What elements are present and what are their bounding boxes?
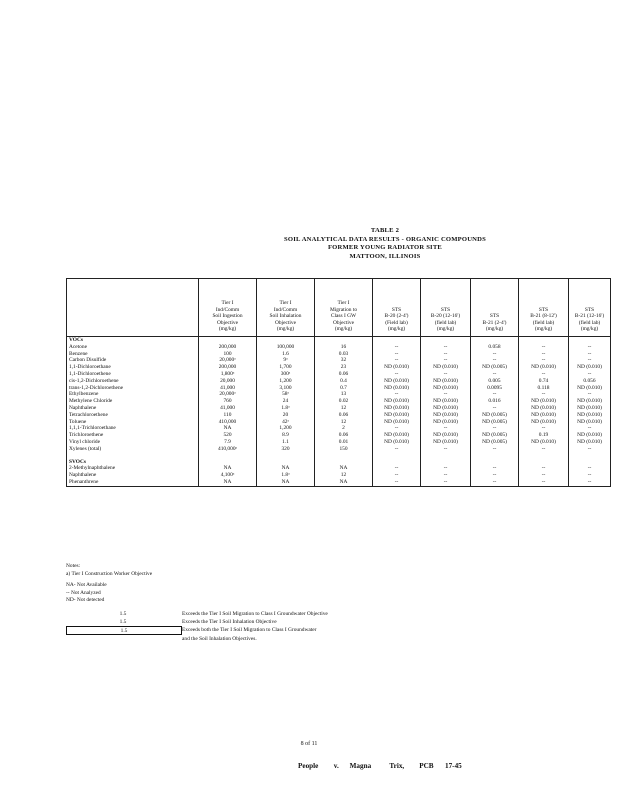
table-cell <box>257 337 315 344</box>
section-row <box>67 337 611 344</box>
table-cell: 20,000 <box>199 378 257 385</box>
column-header-line: Objective <box>275 319 296 326</box>
column-header <box>199 279 257 337</box>
table-row <box>67 465 611 472</box>
table-cell <box>373 459 421 466</box>
table-row <box>67 446 611 453</box>
column-header-line: (Field lab) <box>385 319 408 326</box>
table-cell: -- <box>421 357 471 364</box>
column-header-line: Tier I <box>279 300 292 307</box>
table-cell: ND (0.005) <box>471 439 519 446</box>
table-cell: ND (0.010) <box>519 405 569 412</box>
table-cell: 320 <box>257 446 315 453</box>
table-number: TABLE 2 <box>370 227 400 234</box>
column-header-line: B-20 (2-4') <box>384 313 409 320</box>
table-cell: 24 <box>257 398 315 405</box>
table-row <box>67 351 611 358</box>
footer-word: People <box>298 762 319 770</box>
column-header-line: Soil Ingestion <box>212 313 243 320</box>
column-header-line: STS <box>391 306 402 313</box>
table-cell: 410,000 <box>199 419 257 426</box>
table-cell: NA <box>199 425 257 432</box>
table-cell: -- <box>569 465 611 472</box>
table-cell: -- <box>373 344 421 351</box>
row-label: Toluene <box>67 419 199 426</box>
column-header-line: Tier I <box>221 300 234 307</box>
table-cell: -- <box>569 351 611 358</box>
table-cell: 4,100ᵃ <box>199 472 257 479</box>
table-cell: ND (0.010) <box>519 412 569 419</box>
table-cell <box>421 337 471 344</box>
table-cell: 150 <box>315 446 373 453</box>
column-header-line: Ind/Comm <box>273 306 298 313</box>
table-cell: -- <box>471 446 519 453</box>
column-header-line: B-20 (12-16') <box>430 313 461 320</box>
table-cell: -- <box>471 357 519 364</box>
table-cell: -- <box>519 465 569 472</box>
table-cell: -- <box>569 357 611 364</box>
table-cell: 32 <box>315 357 373 364</box>
column-header-line: Ind/Comm <box>215 306 240 313</box>
table-cell: ND (0.010) <box>373 405 421 412</box>
column-header-line: (field lab) <box>578 319 601 326</box>
table-cell: -- <box>421 351 471 358</box>
table-cell: 1.6 <box>257 351 315 358</box>
table-cell: -- <box>421 425 471 432</box>
table-cell: ND (0.010) <box>569 405 611 412</box>
table-cell: 1.1 <box>257 439 315 446</box>
notes-block <box>66 563 152 605</box>
table-row <box>67 432 611 439</box>
row-label: 1,1-Dichloroethene <box>67 371 199 378</box>
table-row <box>67 439 611 446</box>
table-cell <box>199 459 257 466</box>
column-header-line: (mg/kg) <box>276 326 295 333</box>
column-header-line: B-21 (2-4') <box>482 319 507 326</box>
table-cell: -- <box>421 479 471 486</box>
table-cell <box>373 337 421 344</box>
row-label: 1,1-Dichloroethane <box>67 364 199 371</box>
table-cell: -- <box>569 479 611 486</box>
site-location: MATTOON, ILLINOIS <box>349 252 421 260</box>
table-title-block <box>160 227 610 261</box>
table-cell: 1,200 <box>257 378 315 385</box>
table-cell: -- <box>569 446 611 453</box>
table-cell: 110 <box>199 412 257 419</box>
table-cell: NA <box>257 465 315 472</box>
footer-word: 17-45 <box>444 762 462 770</box>
table-cell: -- <box>421 465 471 472</box>
column-header-line: STS <box>584 306 595 313</box>
table-cell: 100 <box>199 351 257 358</box>
table-cell <box>569 459 611 466</box>
table-cell: -- <box>373 357 421 364</box>
table-row <box>67 479 611 486</box>
table-cell: -- <box>373 472 421 479</box>
column-header-line: (mg/kg) <box>485 326 504 333</box>
column-header-line: STS <box>538 306 549 313</box>
column-header-line: (mg/kg) <box>580 326 599 333</box>
column-header-line: (mg/kg) <box>387 326 406 333</box>
table-cell <box>199 337 257 344</box>
table-cell: ND (0.010) <box>421 439 471 446</box>
table-cell: -- <box>471 405 519 412</box>
table-cell: NA <box>257 479 315 486</box>
table-cell: -- <box>471 371 519 378</box>
table-cell: ND (0.010) <box>373 412 421 419</box>
table-cell: -- <box>569 371 611 378</box>
table-cell: ND (0.010) <box>421 385 471 392</box>
table-cell: 1,200 <box>257 425 315 432</box>
table-cell: -- <box>421 391 471 398</box>
table-cell: -- <box>519 371 569 378</box>
table-cell: -- <box>421 371 471 378</box>
table-cell <box>471 337 519 344</box>
row-label: Methylene Chloride <box>67 398 199 405</box>
table-cell: 0.01 <box>315 439 373 446</box>
legend-sample: 1.5 <box>119 619 127 626</box>
table-cell: -- <box>421 472 471 479</box>
row-label: Carbon Disulfide <box>67 357 199 364</box>
table-cell: 300ᵃ <box>257 371 315 378</box>
note-not-analyzed: -- Not Analyzed <box>66 589 101 596</box>
table-cell: 0.4 <box>315 378 373 385</box>
legend-description: Exceeds both the Tier I Soil Migration to Class I Groundwater <box>182 627 317 634</box>
note-construction-worker: a) Tier I Construction Worker Objective <box>66 570 153 577</box>
table-cell: 1,800ᵃ <box>199 371 257 378</box>
table-cell: ND (0.010) <box>569 419 611 426</box>
row-label: cis-1,2-Dichloroethene <box>67 378 199 385</box>
table-cell: 0.058 <box>471 344 519 351</box>
legend-description: Exceeds the Tier I Soil Migration to Class I Groundwater Objective <box>182 611 328 617</box>
table-cell: -- <box>471 391 519 398</box>
table-cell: 0.02 <box>315 398 373 405</box>
legend-item <box>66 610 526 618</box>
table-cell: 12 <box>315 472 373 479</box>
table-row <box>67 344 611 351</box>
column-header-line: Tier I <box>337 300 350 307</box>
table-cell: 0.03 <box>315 351 373 358</box>
notes-heading: Notes: <box>66 563 81 569</box>
column-header-line: STS <box>489 313 500 320</box>
table-cell: -- <box>569 391 611 398</box>
table-cell: ND (0.010) <box>519 439 569 446</box>
table-cell: 41,000 <box>199 405 257 412</box>
table-row <box>67 391 611 398</box>
table-body <box>67 337 611 487</box>
table-cell: -- <box>471 472 519 479</box>
table-row <box>67 412 611 419</box>
table-cell: ND (0.010) <box>519 398 569 405</box>
table-cell: 0.056 <box>569 378 611 385</box>
section-row <box>67 459 611 466</box>
legend-sample: 1.5 <box>119 611 127 617</box>
table-cell: ND (0.010) <box>421 378 471 385</box>
table-cell: -- <box>569 425 611 432</box>
table-cell: 1.8ᵃ <box>257 405 315 412</box>
legend-sample: 1.5 <box>66 626 182 635</box>
table-cell: 58ᵃ <box>257 391 315 398</box>
column-header-line: (field lab) <box>434 319 457 326</box>
legend-item <box>66 626 526 642</box>
table-cell: ND (0.010) <box>373 398 421 405</box>
footer-word: v. <box>333 762 339 770</box>
table-cell: ND (0.010) <box>569 385 611 392</box>
table-cell <box>519 337 569 344</box>
table-cell: -- <box>519 351 569 358</box>
table-cell: 12 <box>315 405 373 412</box>
table-cell: 12 <box>315 419 373 426</box>
legend-item <box>66 618 526 626</box>
table-cell: 1.8ᵃ <box>257 472 315 479</box>
column-header <box>373 279 421 337</box>
table-cell: -- <box>519 357 569 364</box>
site-name: FORMER YOUNG RADIATOR SITE <box>327 244 443 252</box>
table-cell: 0.7 <box>315 385 373 392</box>
table-row <box>67 425 611 432</box>
table-cell: NA <box>315 479 373 486</box>
table-cell: ND (0.010) <box>421 432 471 439</box>
table-cell: -- <box>373 371 421 378</box>
page-number: 8 of 11 <box>300 741 318 747</box>
table-cell: 8.9 <box>257 432 315 439</box>
table-cell: 200,000 <box>199 344 257 351</box>
table-cell: ND (0.010) <box>373 378 421 385</box>
table-cell: ND (0.005) <box>471 432 519 439</box>
table-cell: ND (0.010) <box>421 419 471 426</box>
legend-description-continued: and the Soil Inhalation Objectives. <box>182 635 257 642</box>
table-cell: 0.74 <box>519 378 569 385</box>
table-cell: 1,700 <box>257 364 315 371</box>
table-cell: NA <box>315 465 373 472</box>
column-header-line: B-21 (8-12') <box>530 313 557 320</box>
table-cell: 0.016 <box>471 398 519 405</box>
table-cell: ND (0.010) <box>569 398 611 405</box>
table-row <box>67 371 611 378</box>
table-cell: -- <box>373 446 421 453</box>
column-header-line: (mg/kg) <box>218 326 237 333</box>
column-header <box>519 279 569 337</box>
table-cell: -- <box>421 446 471 453</box>
table-cell: -- <box>373 351 421 358</box>
table-cell: ND (0.010) <box>373 364 421 371</box>
table-cell: 0.0095 <box>471 385 519 392</box>
column-header-line: (field lab) <box>532 319 555 326</box>
column-header <box>257 279 315 337</box>
table-cell: ND (0.010) <box>569 439 611 446</box>
table-cell: 410,000ᵃ <box>199 446 257 453</box>
row-label: 1,1,1-Trichloroethane <box>67 425 199 432</box>
column-header <box>569 279 611 337</box>
table-cell: 3,100 <box>257 385 315 392</box>
column-header <box>315 279 373 337</box>
table-cell: 41,000 <box>199 385 257 392</box>
column-header <box>471 279 519 337</box>
column-header <box>421 279 471 337</box>
table-cell: NA <box>199 479 257 486</box>
soil-results-table <box>66 278 611 487</box>
table-row <box>67 378 611 385</box>
footer-word: PCB <box>419 762 434 770</box>
table-cell: -- <box>519 425 569 432</box>
table-cell: -- <box>519 446 569 453</box>
table-cell <box>519 459 569 466</box>
table-cell: ND (0.010) <box>421 398 471 405</box>
table-cell: 2 <box>315 425 373 432</box>
note-not-detected: ND- Not detected <box>66 597 105 604</box>
table-cell: ND (0.010) <box>421 364 471 371</box>
table-title: SOIL ANALYTICAL DATA RESULTS - ORGANIC COMPOUNDS <box>284 235 486 243</box>
table-cell: -- <box>471 465 519 472</box>
table-cell: ND (0.010) <box>373 432 421 439</box>
table-cell <box>471 459 519 466</box>
column-header-line: Objective <box>217 319 238 326</box>
table-cell: -- <box>519 344 569 351</box>
table-cell: -- <box>373 425 421 432</box>
table-cell: -- <box>519 479 569 486</box>
table-cell: ND (0.005) <box>471 364 519 371</box>
exceedance-legend <box>66 610 526 642</box>
table-cell: 23 <box>315 364 373 371</box>
row-label: Phenanthrene <box>67 479 199 486</box>
table-cell: -- <box>373 391 421 398</box>
table-cell: 20 <box>257 412 315 419</box>
table-cell: 9ᵃ <box>257 357 315 364</box>
column-header-line: (mg/kg) <box>534 326 553 333</box>
row-label: VOCs <box>67 337 199 344</box>
table-cell <box>421 459 471 466</box>
row-label: Naphthalene <box>67 405 199 412</box>
table-row <box>67 419 611 426</box>
column-header-line: B-21 (12-16') <box>574 313 605 320</box>
table-cell: ND (0.010) <box>569 432 611 439</box>
note-not-available: NA- Not Available <box>66 582 107 589</box>
table-row <box>67 398 611 405</box>
row-label: Xylenes (total) <box>67 446 199 453</box>
table-cell: -- <box>569 472 611 479</box>
table-cell: 0.118 <box>519 385 569 392</box>
row-label: Vinyl chloride <box>67 439 199 446</box>
case-footer <box>298 762 462 770</box>
table-row <box>67 385 611 392</box>
table-cell: 7.9 <box>199 439 257 446</box>
table-cell: 760 <box>199 398 257 405</box>
column-header-line: Objective <box>333 319 354 326</box>
table-cell: ND (0.010) <box>519 364 569 371</box>
table-cell <box>315 337 373 344</box>
table-cell: -- <box>421 344 471 351</box>
row-label: 2-Methylnaphthalene <box>67 465 199 472</box>
table-row <box>67 472 611 479</box>
row-label: Ethylbenzene <box>67 391 199 398</box>
table-cell: -- <box>471 351 519 358</box>
table-cell: 0.06 <box>315 432 373 439</box>
table-cell: -- <box>373 465 421 472</box>
table-cell: 0.06 <box>315 412 373 419</box>
legend-description: Exceeds the Tier I Soil Inhalation Objective <box>182 619 277 626</box>
table-cell <box>257 459 315 466</box>
row-label: SVOCs <box>67 459 199 466</box>
table-cell: ND (0.010) <box>373 419 421 426</box>
table-cell: ND (0.010) <box>569 364 611 371</box>
table-cell <box>569 337 611 344</box>
table-cell: 0.19 <box>519 432 569 439</box>
column-header-line: Soil Inhalation <box>269 313 302 320</box>
table-cell <box>315 459 373 466</box>
table-cell: -- <box>569 344 611 351</box>
table-cell: ND (0.005) <box>471 419 519 426</box>
row-label: Benzene <box>67 351 199 358</box>
column-header-line: Migration to <box>329 306 358 313</box>
table-cell: -- <box>373 479 421 486</box>
table-cell: 42ᵃ <box>257 419 315 426</box>
column-header-line: Class I GW <box>330 313 357 320</box>
table-cell: 20,000ᵃ <box>199 391 257 398</box>
table-row <box>67 364 611 371</box>
table-cell: ND (0.005) <box>471 412 519 419</box>
table-cell: ND (0.010) <box>421 405 471 412</box>
table-cell: 0.06 <box>315 371 373 378</box>
table-cell: -- <box>471 479 519 486</box>
table-cell: ND (0.010) <box>569 412 611 419</box>
row-label: Tetrachloroethene <box>67 412 199 419</box>
row-label: trans-1,2-Dichloroethene <box>67 385 199 392</box>
table-cell: -- <box>519 391 569 398</box>
table-cell: ND (0.010) <box>373 439 421 446</box>
table-cell: ND (0.010) <box>421 412 471 419</box>
table-cell: NA <box>199 465 257 472</box>
table-cell: ND (0.010) <box>373 385 421 392</box>
table-cell: 13 <box>315 391 373 398</box>
column-header <box>67 279 199 337</box>
row-label: Acetone <box>67 344 199 351</box>
table-cell: ND (0.010) <box>519 419 569 426</box>
table-cell: 520 <box>199 432 257 439</box>
footer-word: Magna <box>349 762 372 770</box>
row-label: Trichloroethene <box>67 432 199 439</box>
table-cell: 0.005 <box>471 378 519 385</box>
footer-word: Trix, <box>389 762 405 770</box>
table-cell: 200,000 <box>199 364 257 371</box>
row-label: Naphthalene <box>67 472 199 479</box>
column-header-line: (mg/kg) <box>436 326 455 333</box>
table-cell: -- <box>519 472 569 479</box>
table-header-row <box>67 279 611 337</box>
table-cell: 100,000 <box>257 344 315 351</box>
table-cell: 16 <box>315 344 373 351</box>
column-header-line: (mg/kg) <box>334 326 353 333</box>
table-cell: -- <box>471 425 519 432</box>
table-row <box>67 405 611 412</box>
table-cell: 20,000ᵃ <box>199 357 257 364</box>
table-row <box>67 357 611 364</box>
column-header-line: STS <box>440 306 451 313</box>
